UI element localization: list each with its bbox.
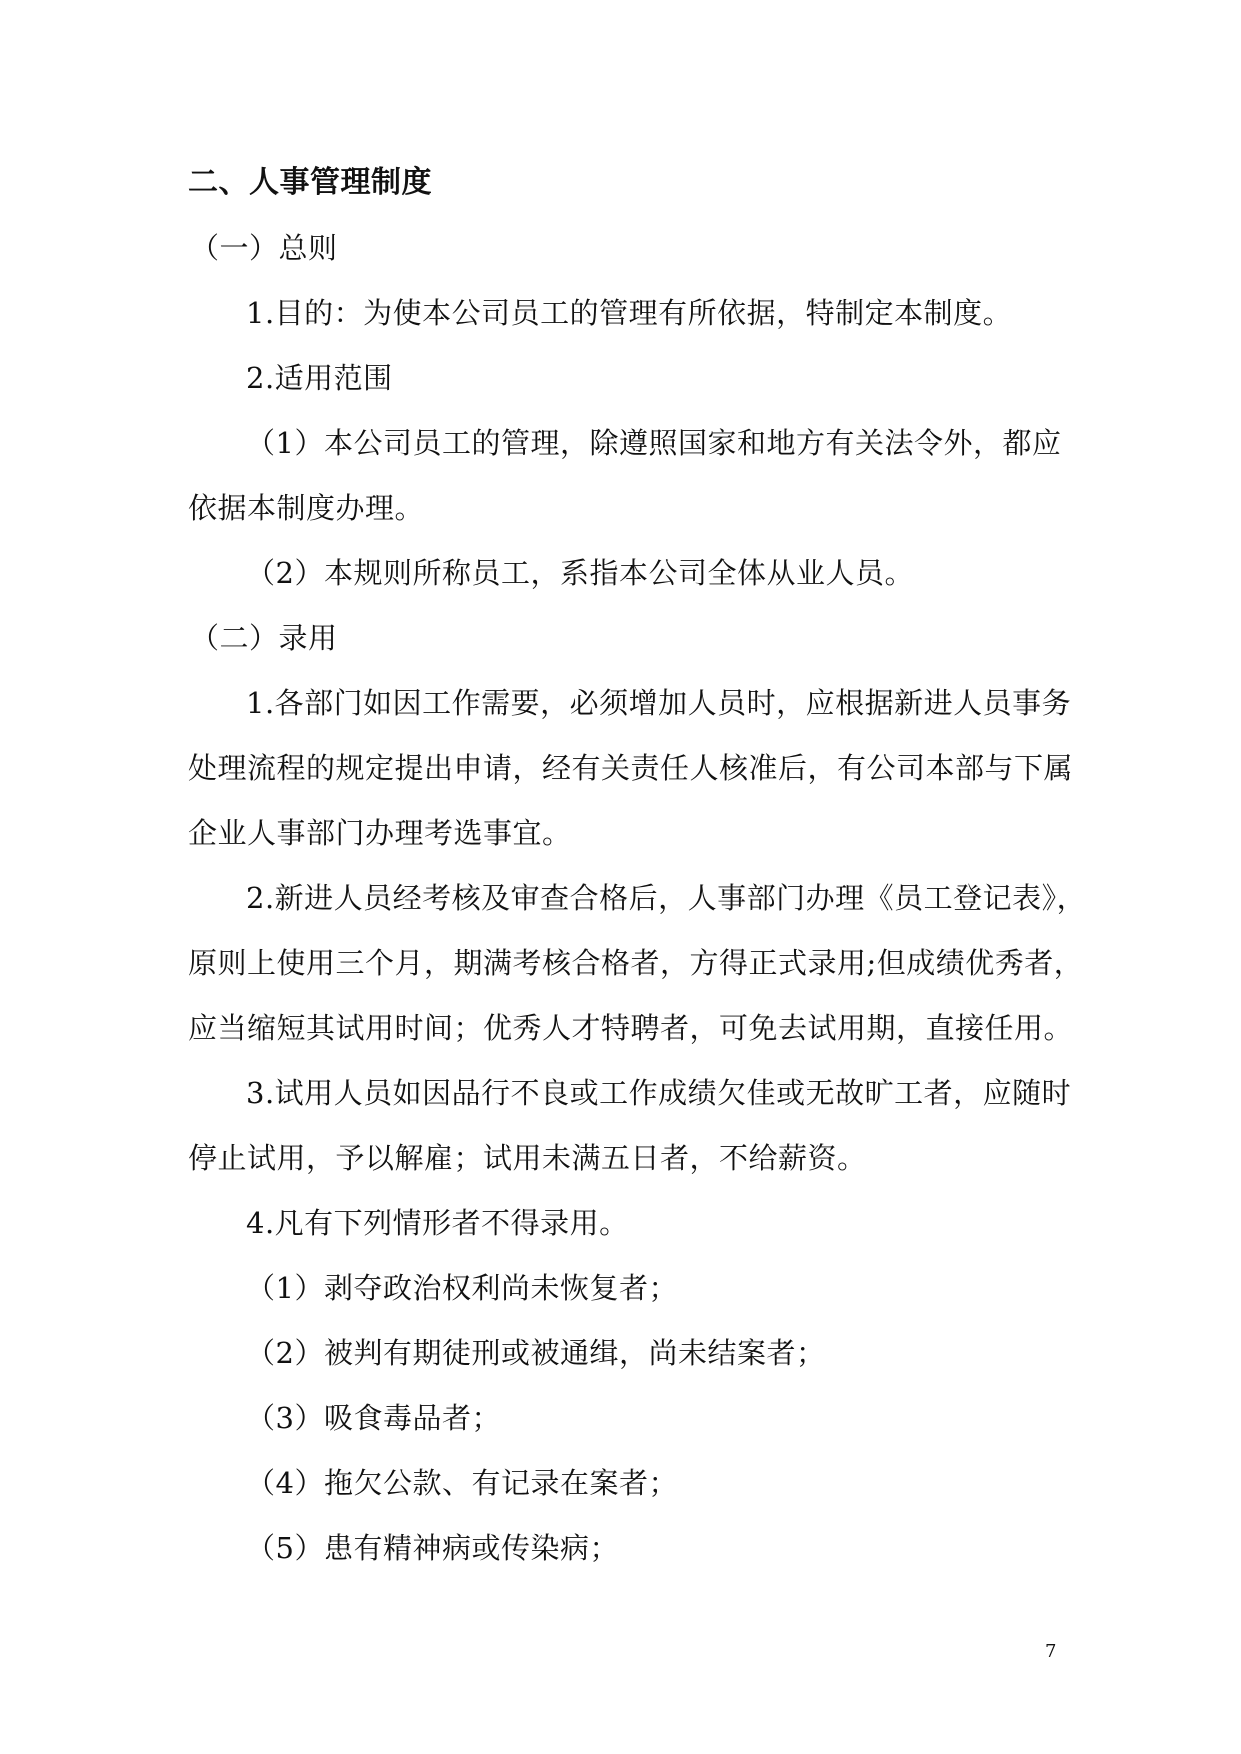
hiring-item-1-line-2: 处理流程的规定提出申请，经有关责任人核准后，有公司本部与下属 [188, 751, 1074, 785]
page-number: 7 [1045, 1641, 1057, 1662]
hiring-heading: （二）录用 [190, 621, 338, 655]
hiring-item-2-line-2: 原则上使用三个月，期满考核合格者，方得正式录用;但成绩优秀者， [188, 946, 1084, 980]
hiring-item-3-line-2: 停止试用，予以解雇；试用未满五日者，不给薪资。 [188, 1141, 867, 1175]
hiring-item-4-sub-5: （5）患有精神病或传染病； [246, 1531, 619, 1565]
hiring-item-1-line-1: 1.各部门如因工作需要，必须增加人员时，应根据新进人员事务 [246, 686, 1072, 720]
hiring-item-4-heading: 4.凡有下列情形者不得录用。 [246, 1206, 629, 1240]
hiring-item-2-line-3: 应当缩短其试用时间；优秀人才特聘者，可免去试用期，直接任用。 [188, 1011, 1074, 1045]
hiring-item-1-line-3: 企业人事部门办理考选事宜。 [188, 816, 572, 850]
section-title: 二、人事管理制度 [188, 165, 432, 200]
scope-item-1-line-1: （1）本公司员工的管理，除遵照国家和地方有关法令外，都应 [246, 426, 1062, 460]
hiring-item-4-sub-2: （2）被判有期徒刑或被通缉，尚未结案者； [246, 1336, 826, 1370]
general-heading: （一）总则 [190, 231, 338, 265]
hiring-item-2-line-1: 2.新进人员经考核及审查合格后，人事部门办理《员工登记表》， [246, 881, 1087, 915]
hiring-item-4-sub-4: （4）拖欠公款、有记录在案者； [246, 1466, 678, 1500]
scope-item-2: （2）本规则所称员工，系指本公司全体从业人员。 [246, 556, 914, 590]
hiring-item-4-sub-3: （3）吸食毒品者； [246, 1401, 501, 1435]
scope-heading: 2.适用范围 [246, 361, 393, 395]
hiring-item-4-sub-1: （1）剥夺政治权利尚未恢复者； [246, 1271, 678, 1305]
hiring-item-3-line-1: 3.试用人员如因品行不良或工作成绩欠佳或无故旷工者，应随时 [246, 1076, 1072, 1110]
purpose-paragraph: 1.目的：为使本公司员工的管理有所依据，特制定本制度。 [246, 296, 1013, 330]
scope-item-1-line-2: 依据本制度办理。 [188, 491, 425, 525]
